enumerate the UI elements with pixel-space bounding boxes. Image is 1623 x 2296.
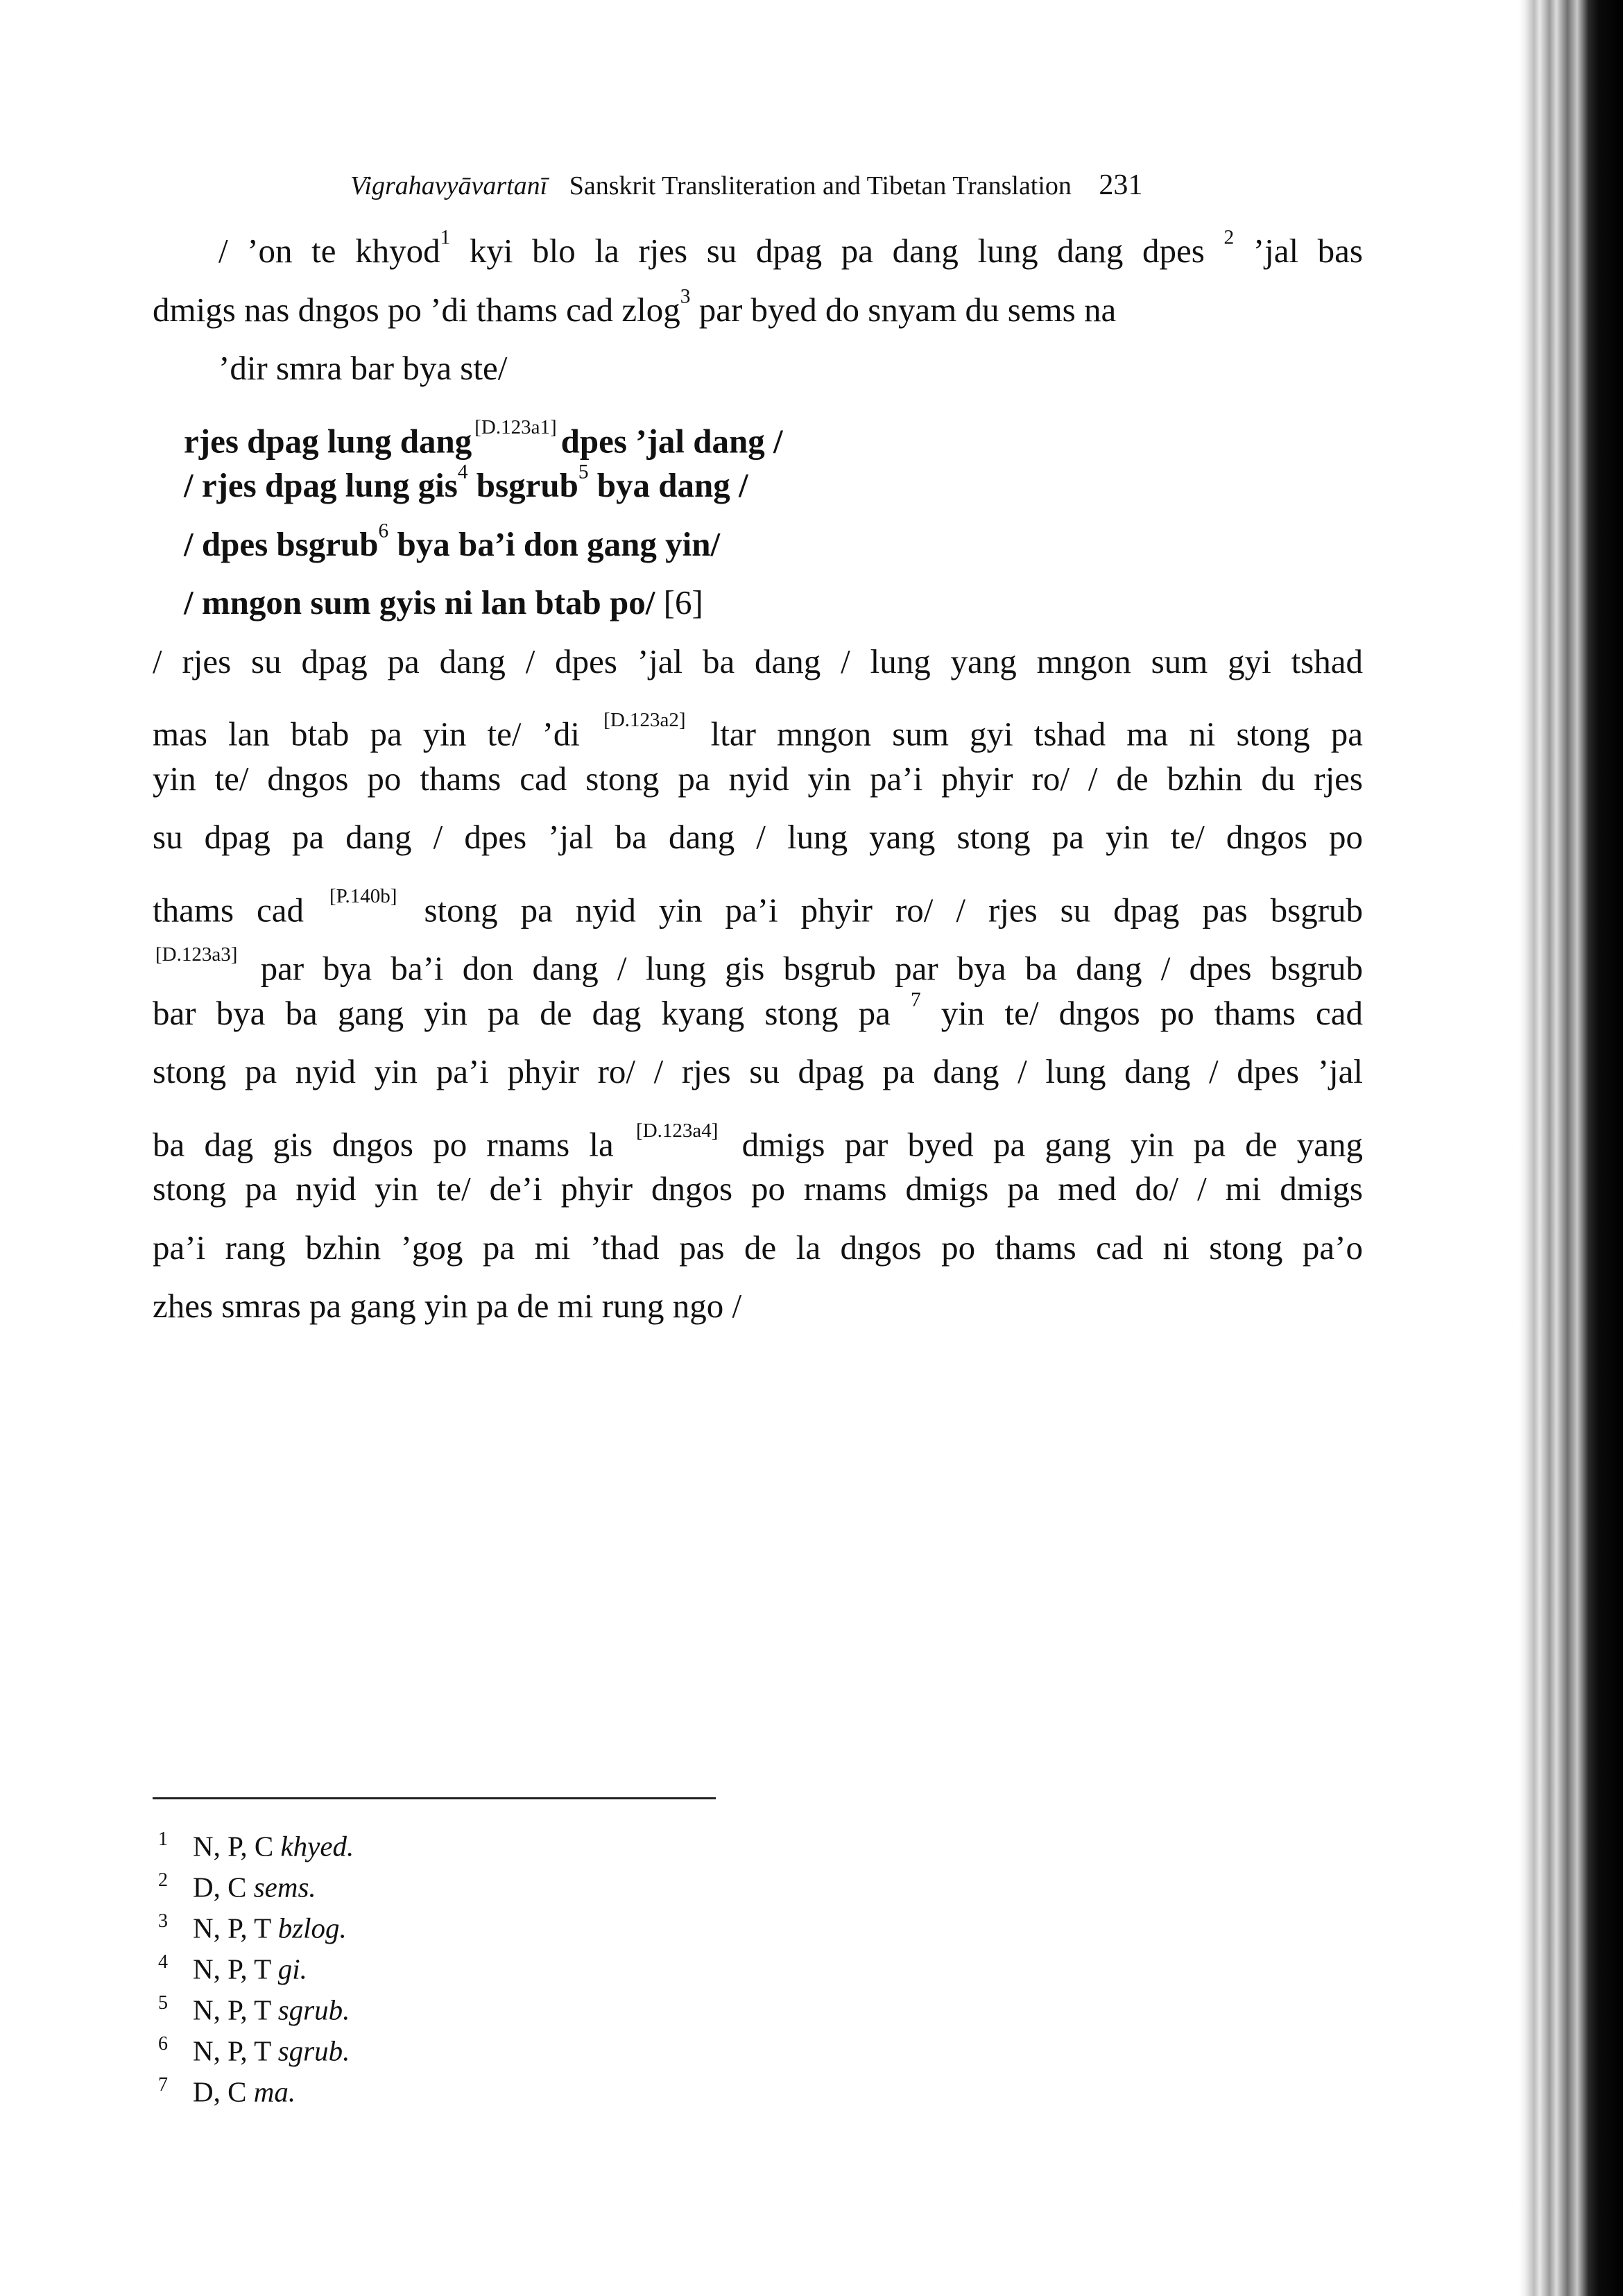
footnote bbox=[158, 1819, 354, 1860]
footnote bbox=[158, 1901, 354, 1942]
text-line bbox=[153, 339, 1363, 398]
verse-text: bya ba’i don gang yin/ bbox=[388, 524, 721, 563]
text-run: / rjes su dpag pa dang / dpes ’jal ba dang / lung yang mngon sum gyi tshad bbox=[153, 642, 1363, 680]
footnote-number: 7 bbox=[158, 2074, 168, 2096]
text-run: su dpag pa dang / dpes ’jal ba dang / lung yang stong pa yin te/ dngos po bbox=[153, 818, 1363, 856]
footnote-sigla: N, P, T bbox=[193, 1912, 271, 1944]
verse-text: bya dang / bbox=[588, 466, 748, 504]
text-line bbox=[153, 925, 1363, 988]
text-line bbox=[153, 1160, 1363, 1219]
footnote bbox=[158, 2064, 354, 2108]
footnote-reading: bzlog. bbox=[277, 1912, 347, 1944]
text-run: stong pa nyid yin pa’i phyir ro/ / rjes su dpag pa dang / lung dang / dpes ’jal bbox=[153, 1052, 1363, 1090]
footnote-sigla: N, P, T bbox=[193, 2034, 271, 2067]
text-run: thams cad bbox=[153, 891, 304, 929]
text-line bbox=[153, 867, 1364, 929]
text-line bbox=[153, 808, 1363, 867]
verse-line bbox=[153, 515, 1363, 574]
text-run: mas lan btab pa yin te/ ’di bbox=[153, 714, 581, 753]
footnote-sigla: N, P, C bbox=[193, 1830, 274, 1862]
text-line bbox=[153, 691, 1364, 753]
page-binding-edge bbox=[1519, 0, 1623, 2296]
folio-ref: [P.140b] bbox=[329, 884, 397, 907]
footnote-marker: 3 bbox=[680, 285, 691, 308]
footnote-marker: 2 bbox=[1223, 226, 1235, 249]
footnote-marker: 6 bbox=[378, 520, 389, 542]
footnote bbox=[158, 2023, 354, 2067]
header-title: Vigrahavyāvartanī bbox=[350, 171, 548, 200]
footnote-number: 3 bbox=[158, 1910, 168, 1932]
text-line bbox=[153, 750, 1363, 809]
header-subtitle: Sanskrit Transliteration and Tibetan Translation bbox=[569, 171, 1072, 200]
footnote-separator bbox=[153, 1797, 716, 1799]
text-run: ’jal bas bbox=[1234, 232, 1363, 270]
footnote-reading: sgrub. bbox=[277, 1994, 350, 2026]
footnote-reading: gi. bbox=[277, 1953, 307, 1985]
text-run: yin te/ dngos po thams cad stong pa nyid yin pa’i phyir ro/ / de bzhin du rjes bbox=[153, 759, 1363, 798]
verse-line bbox=[153, 456, 1363, 515]
verse-text: dpes ’jal dang / bbox=[560, 422, 783, 461]
footnote-reading: sems. bbox=[253, 1871, 316, 1903]
footnotes bbox=[158, 1819, 354, 2108]
footnote-number: 5 bbox=[158, 1992, 168, 2014]
folio-ref: [D.123a3] bbox=[155, 943, 238, 966]
verse-text: rjes dpag lung dang bbox=[184, 422, 472, 461]
folio-ref: [D.123a2] bbox=[603, 709, 686, 731]
main-text bbox=[153, 222, 1363, 1336]
footnote-marker: 7 bbox=[910, 988, 921, 1011]
page-number: 231 bbox=[1099, 169, 1143, 201]
folio-ref: [D.123a4] bbox=[636, 1119, 719, 1142]
verse-text: / rjes dpag lung gis bbox=[184, 466, 458, 504]
footnote-sigla: D, C bbox=[193, 1871, 247, 1903]
footnote-number: 4 bbox=[158, 1951, 168, 1973]
verse-line bbox=[153, 574, 1363, 633]
verse-text: / mngon sum gyis ni lan btab po/ bbox=[184, 583, 655, 622]
text-run: ba dag gis dngos po rnams la bbox=[153, 1125, 614, 1164]
text-line bbox=[153, 1102, 1364, 1164]
footnote-marker: 4 bbox=[457, 461, 468, 483]
verse-number: [6] bbox=[655, 583, 703, 622]
verse-text: bsgrub bbox=[467, 466, 578, 504]
text-run: / ’on te khyod bbox=[218, 232, 440, 270]
footnote bbox=[158, 1982, 354, 2026]
footnote-marker: 5 bbox=[578, 461, 589, 483]
text-line bbox=[153, 633, 1363, 692]
text-run: stong pa nyid yin te/ de’i phyir dngos po rnams dmigs pa med do/ / mi dmigs bbox=[153, 1170, 1363, 1208]
text-run: dmigs par byed pa gang yin pa de yang bbox=[741, 1125, 1364, 1164]
text-line bbox=[153, 1219, 1363, 1278]
footnote-sigla: N, P, T bbox=[193, 1953, 271, 1985]
running-header bbox=[350, 169, 1142, 202]
text-run: yin te/ dngos po thams cad bbox=[920, 993, 1364, 1032]
text-run: bar bya ba gang yin pa de dag kyang stong pa bbox=[153, 993, 911, 1032]
footnote-sigla: N, P, T bbox=[193, 1994, 271, 2026]
text-line bbox=[153, 222, 1363, 281]
verse-line bbox=[153, 398, 1363, 461]
footnote-marker: 1 bbox=[440, 226, 451, 249]
footnote-reading: sgrub. bbox=[277, 2034, 350, 2067]
footnote bbox=[158, 1860, 354, 1901]
folio-ref: [D.123a1] bbox=[474, 415, 557, 438]
text-run: kyi blo la rjes su dpag pa dang lung dang dpes bbox=[450, 232, 1224, 270]
text-run: pa’i rang bzhin ’gog pa mi ’thad pas de la dngos po thams cad ni stong pa’o bbox=[153, 1228, 1363, 1267]
text-run: par bya ba’i don dang / lung gis bsgrub par bya ba dang / dpes bsgrub bbox=[260, 949, 1363, 988]
text-line bbox=[153, 1043, 1363, 1102]
text-run: ’dir smra bar bya ste/ bbox=[218, 349, 508, 387]
footnote-number: 1 bbox=[158, 1828, 168, 1850]
text-run: dmigs nas dngos po ’di thams cad zlog bbox=[153, 290, 680, 329]
text-line bbox=[153, 984, 1363, 1043]
text-run: ltar mngon sum gyi tshad ma ni stong pa bbox=[710, 714, 1364, 753]
text-run: zhes smras pa gang yin pa de mi rung ngo / bbox=[153, 1287, 742, 1325]
footnote-sigla: D, C bbox=[193, 2075, 247, 2108]
footnote-reading: khyed. bbox=[280, 1830, 354, 1862]
verse-text: / dpes bsgrub bbox=[184, 524, 379, 563]
footnote bbox=[158, 1942, 354, 1985]
footnote-reading: ma. bbox=[253, 2075, 296, 2108]
footnote-number: 6 bbox=[158, 2033, 168, 2055]
footnote-number: 2 bbox=[158, 1869, 168, 1891]
text-run: stong pa nyid yin pa’i phyir ro/ / rjes su dpag pas bsgrub bbox=[424, 891, 1364, 929]
text-run: par byed do snyam du sems na bbox=[690, 290, 1117, 329]
